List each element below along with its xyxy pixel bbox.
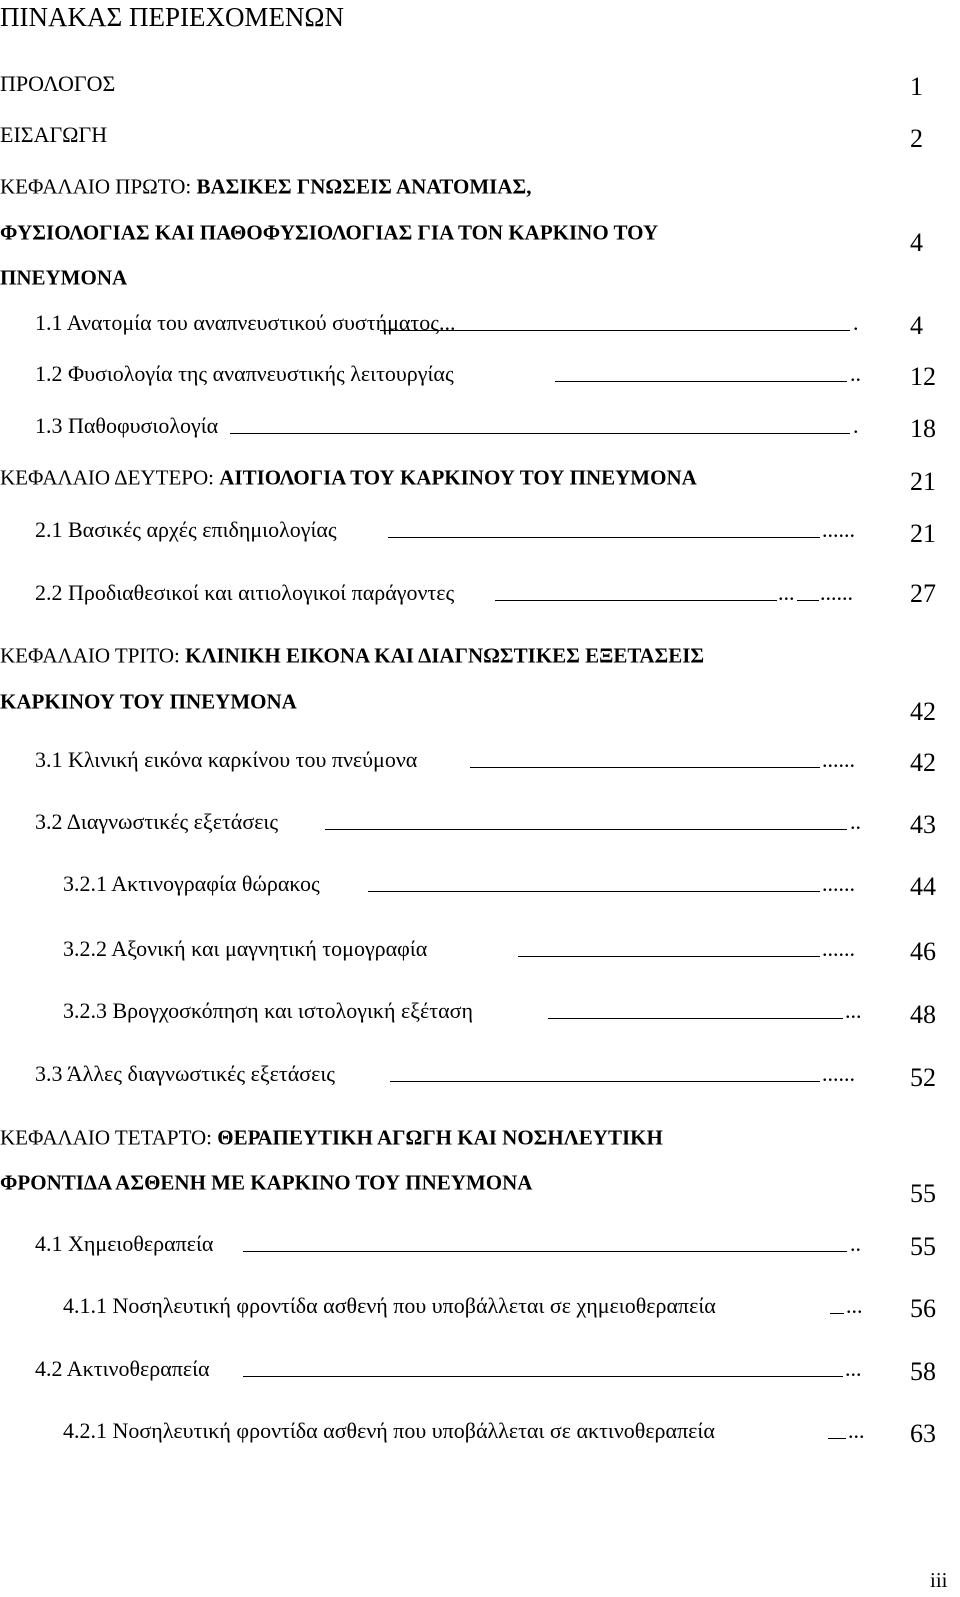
entry-label: 3.3 Άλλες διαγνωστικές εξετάσεις [35,1061,335,1086]
entry-label: 3.2.1 Ακτινογραφία θώρακος [63,871,320,896]
leader-dots: .. [850,361,861,386]
entry-label: 2.2 Προδιαθεσικοί και αιτιολογικοί παράγοντες [35,580,455,605]
footer-page-number: iii [930,1568,948,1592]
page-number: 52 [910,1063,936,1092]
page-number: 55 [910,1179,936,1208]
page-number: 56 [910,1294,936,1323]
leader-dots: ... [846,1293,863,1318]
dot-leader [368,891,820,892]
entry-label: 1.3 Παθοφυσιολογία [35,413,219,438]
leader-dots: ...... [822,1061,855,1086]
entry-label: 4.2.1 Νοσηλευτική φροντίδα ασθενή που υποβάλλεται σε ακτινοθεραπεία [63,1418,715,1443]
leader-dots: ... [848,1418,865,1443]
page-number: 1 [910,72,923,101]
page-number: 4 [910,228,923,257]
dot-leader [243,1376,843,1377]
entry-label: 3.1 Κλινική εικόνα καρκίνου του πνεύμονα [35,747,418,772]
dot-leader [518,956,820,957]
leader-dots: ...... [822,747,855,772]
chapter-heading [0,466,697,491]
dot-leader [828,1438,846,1439]
page-number: 63 [910,1419,936,1448]
page-number: 42 [910,697,936,726]
chapter-heading-line-2: ΚΑΡΚΙΝΟΥ ΤΟΥ ΠΝΕΥΜΟΝΑ [0,689,297,714]
dot-leader [388,537,820,538]
dot-leader [390,1081,820,1082]
chapter-prefix: ΚΕΦΑΛΑΙΟ ΤΡΙΤΟ: [0,643,186,668]
leader-dots: ...... [822,517,855,542]
dot-leader [470,767,820,768]
page-number: 21 [910,467,936,496]
leader-dots: ...... [822,871,855,896]
page-number: 18 [910,414,936,443]
entry-label: 4.2 Ακτινοθεραπεία [35,1356,210,1381]
chapter-title: ΚΛΙΝΙΚΗ ΕΙΚΟΝΑ ΚΑΙ ΔΙΑΓΝΩΣΤΙΚΕΣ ΕΞΕΤΑΣΕΙΣ [185,643,705,668]
entry-label: 4.1 Χημειοθεραπεία [35,1231,214,1256]
page-number: 48 [910,1000,936,1029]
chapter-heading-line-3: ΠΝΕΥΜΟΝΑ [0,265,128,290]
page-number: 43 [910,810,936,839]
dot-leader [325,829,847,830]
entry-label: 1.2 Φυσιολογία της αναπνευστικής λειτουργίας [35,361,454,386]
page-number: 21 [910,519,936,548]
leader-dots: .. [850,1231,861,1256]
dot-leader [380,330,850,331]
chapter-title: ΑΙΤΙΟΛΟΓΙΑ ΤΟΥ ΚΑΡΚΙΝΟΥ ΤΟΥ ΠΝΕΥΜΟΝΑ [219,465,697,490]
page-number: 55 [910,1232,936,1261]
entry-label: 4.1.1 Νοσηλευτική φροντίδα ασθενή που υποβάλλεται σε χημειοθεραπεία [63,1293,716,1318]
leader-dots: ...... [820,580,853,605]
leader-dots: . [853,310,859,335]
page-number: 42 [910,748,936,777]
dot-leader [495,600,777,601]
chapter-title: ΘΕΡΑΠΕΥΤΙΚΗ ΑΓΩΓΗ ΚΑΙ ΝΟΣΗΛΕΥΤΙΚΗ [217,1125,663,1150]
dot-leader [230,433,850,434]
dot-leader [243,1251,847,1252]
entry-label: 3.2.2 Αξονική και μαγνητική τομογραφία [63,936,428,961]
chapter-heading-line-2: ΦΥΣΙΟΛΟΓΙΑΣ ΚΑΙ ΠΑΘΟΦΥΣΙΟΛΟΓΙΑΣ ΓΙΑ ΤΟΝ ΚΑΡΚΙΝΟ ΤΟΥ [0,220,659,245]
leader-dots: ...... [822,936,855,961]
entry-label: ΠΡΟΛΟΓΟΣ [0,71,116,96]
entry-label: 2.1 Βασικές αρχές επιδημιολογίας [35,517,337,542]
chapter-prefix: ΚΕΦΑΛΑΙΟ ΤΕΤΑΡΤΟ: [0,1125,218,1150]
leader-dots: .. [850,809,861,834]
chapter-heading-line-1 [0,175,532,200]
leader-dots: . [853,413,859,438]
chapter-title: ΒΑΣΙΚΕΣ ΓΝΩΣΕΙΣ ΑΝΑΤΟΜΙΑΣ, [196,174,532,199]
leader-dots: ... [845,1356,862,1381]
page-number: 44 [910,872,936,901]
page-number: 27 [910,579,936,608]
chapter-heading-line-1 [0,644,704,669]
page-number: 58 [910,1357,936,1386]
toc-title: ΠΙΝΑΚΑΣ ΠΕΡΙΕΧΟΜΕΝΩΝ [0,2,344,32]
leader-dots: ... [845,998,862,1023]
entry-label: 1.1 Ανατομία του αναπνευστικού συστήματος... [35,310,456,335]
chapter-heading-line-1 [0,1126,663,1151]
entry-label: 3.2 Διαγνωστικές εξετάσεις [35,809,279,834]
entry-label: ΕΙΣΑΓΩΓΗ [0,122,108,147]
page-number: 2 [910,124,923,153]
dot-leader [548,1018,843,1019]
chapter-prefix: ΚΕΦΑΛΑΙΟ ΔΕΥΤΕΡΟ: [0,465,220,490]
dot-leader [830,1313,844,1314]
page-number: 4 [910,311,923,340]
page-number: 12 [910,362,936,391]
chapter-prefix: ΚΕΦΑΛΑΙΟ ΠΡΩΤΟ: [0,174,197,199]
entry-label: 3.2.3 Βρογχοσκόπηση και ιστολογική εξέταση [63,998,473,1023]
dot-leader [555,381,847,382]
chapter-heading-line-2: ΦΡΟΝΤΙΔΑ ΑΣΘΕΝΗ ΜΕ ΚΑΡΚΙΝΟ ΤΟΥ ΠΝΕΥΜΟΝΑ [0,1170,533,1195]
page-number: 46 [910,937,936,966]
dot-leader [797,600,819,601]
leader-dots: ... [778,580,795,605]
